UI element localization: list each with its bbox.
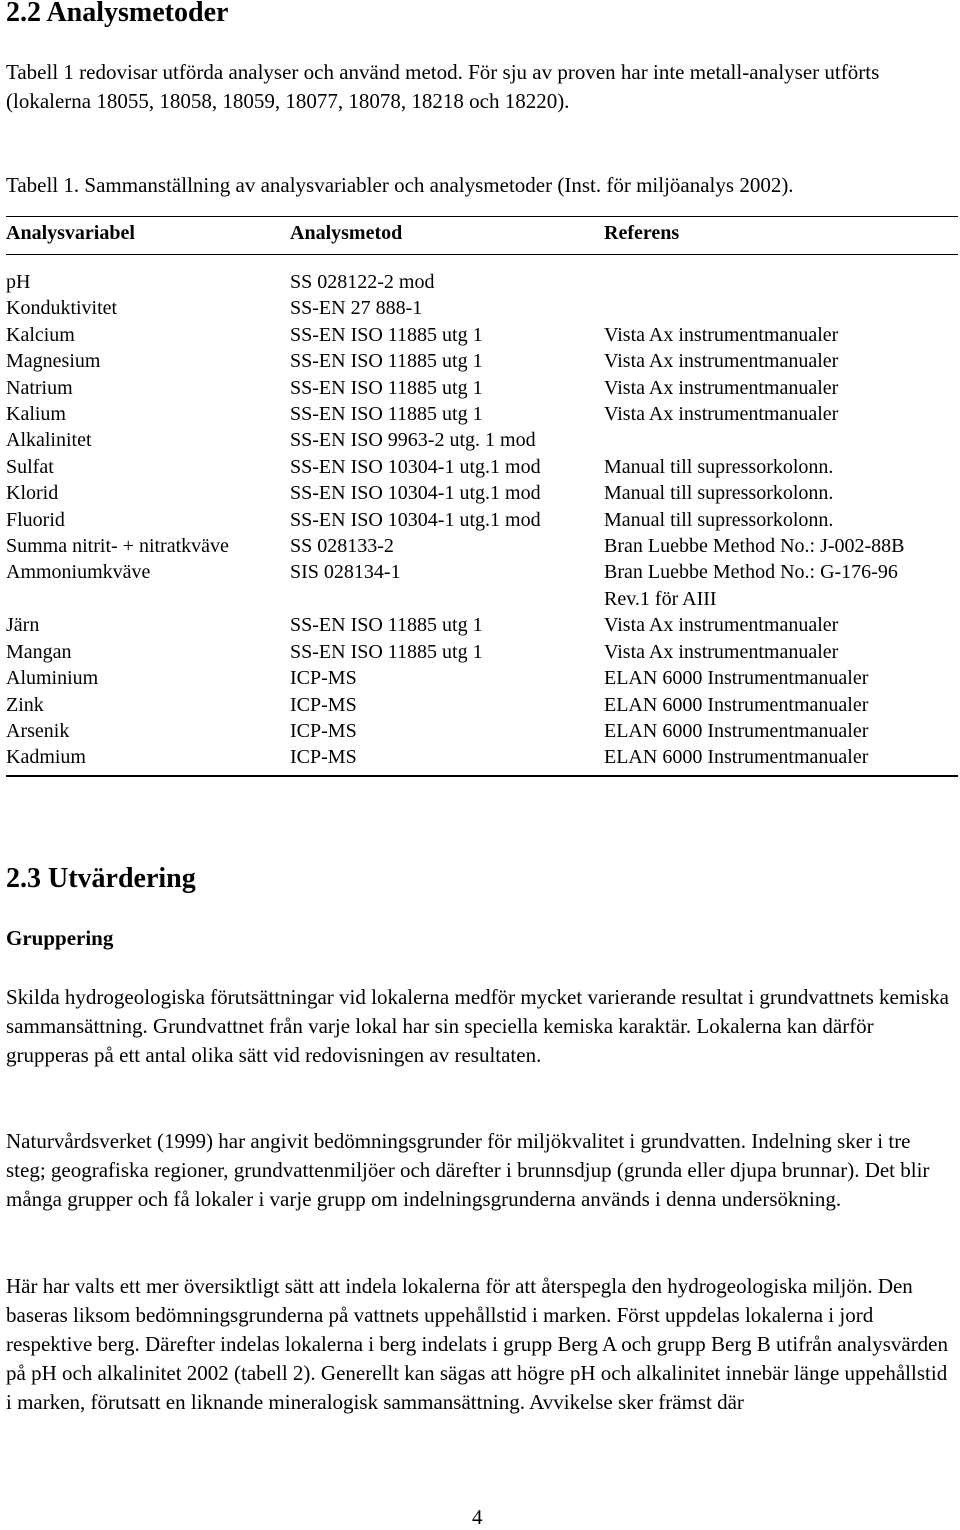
cell-metod: ICP-MS <box>290 719 357 742</box>
cell-variabel: Kalium <box>6 403 66 426</box>
cell-metod: SS-EN 27 888-1 <box>290 297 423 320</box>
cell-variabel: Alkalinitet <box>6 429 92 452</box>
section-heading-analysmetoder: 2.2 Analysmetoder <box>6 0 229 28</box>
table-row <box>6 427 958 453</box>
cell-variabel: Järn <box>6 614 40 637</box>
cell-metod: ICP-MS <box>290 693 357 716</box>
cell-referens: Bran Luebbe Method No.: J-002-88B <box>604 535 905 558</box>
page-number: 4 <box>472 1505 483 1529</box>
table-row <box>6 744 958 775</box>
cell-metod: SS 028122-2 mod <box>290 271 435 293</box>
cell-metod: SS-EN ISO 10304-1 utg.1 mod <box>290 508 541 531</box>
cell-variabel: Ammoniumkväve <box>6 561 151 584</box>
spacer-cell <box>6 255 958 270</box>
cell-referens: Bran Luebbe Method No.: G-176-96 <box>604 561 898 584</box>
cell-metod: SS-EN ISO 11885 utg 1 <box>290 403 483 426</box>
table-row <box>6 480 958 506</box>
cell-metod: ICP-MS <box>290 744 604 775</box>
cell-referens: Vista Ax instrumentmanualer <box>604 640 839 663</box>
cell-referens: Manual till supressorkolonn. <box>604 508 834 531</box>
table-row <box>6 375 958 401</box>
intro-paragraph: Tabell 1 redovisar utförda analyser och använd metod. För sju av proven har inte metall-analyser utförts (lokalerna 18055, 18058, 18059, 18077, 18078, 18218 och 18220). <box>6 60 880 113</box>
cell-variabel: Mangan <box>6 640 72 663</box>
cell-metod: SS-EN ISO 10304-1 utg.1 mod <box>290 455 541 478</box>
cell-referens: Manual till supressorkolonn. <box>604 482 834 505</box>
table-row <box>6 612 958 638</box>
cell-referens <box>604 427 958 453</box>
section-heading-utvardering: 2.3 Utvärdering <box>6 863 196 894</box>
cell-referens: ELAN 6000 Instrumentmanualer <box>604 693 869 716</box>
cell-metod: SS-EN ISO 11885 utg 1 <box>290 640 483 663</box>
table-row <box>6 586 958 612</box>
cell-referens: Vista Ax instrumentmanualer <box>604 614 839 637</box>
cell-metod: SS-EN ISO 11885 utg 1 <box>290 614 483 637</box>
cell-variabel <box>6 586 290 612</box>
table-row <box>6 692 958 718</box>
table-row <box>6 322 958 348</box>
paragraph-1: Skilda hydrogeologiska förutsättningar vid lokalerna medför mycket varierande resultat i grundvattnets kemiska sammansättning. Grundvattnet från varje lokal har sin speciella kemiska karaktär. Lokalerna kan därför grupperas på ett antal olika sätt vid redovisningen av resultaten. <box>6 985 949 1067</box>
table-row <box>6 665 958 691</box>
table-row <box>6 639 958 665</box>
table-row <box>6 269 958 295</box>
cell-referens: Rev.1 för AIII <box>604 587 717 610</box>
cell-variabel: Aluminium <box>6 667 99 690</box>
table-header-row <box>6 217 958 255</box>
cell-referens: Vista Ax instrumentmanualer <box>604 350 839 373</box>
cell-referens <box>604 295 958 321</box>
cell-referens: Vista Ax instrumentmanualer <box>604 323 839 346</box>
cell-metod: ICP-MS <box>290 667 357 690</box>
cell-metod: SS-EN ISO 9963-2 utg. 1 mod <box>290 429 536 452</box>
table-caption: Tabell 1. Sammanställning av analysvariabler och analysmetoder (Inst. för miljöanalys 2002). <box>6 173 794 197</box>
cell-variabel: Summa nitrit- + nitratkväve <box>6 535 229 558</box>
cell-referens: Vista Ax instrumentmanualer <box>604 376 839 399</box>
subheading-gruppering: Gruppering <box>6 926 114 950</box>
header-analysvariabel: Analysvariabel <box>6 217 290 255</box>
cell-metod: SS-EN ISO 11885 utg 1 <box>290 323 483 346</box>
cell-variabel: Natrium <box>6 376 73 399</box>
cell-metod: SIS 028134-1 <box>290 561 401 584</box>
table-row <box>6 295 958 321</box>
paragraph-2: Naturvårdsverket (1999) har angivit bedömningsgrunder för miljökvalitet i grundvatten. Indelning sker i tre steg; geografiska regioner, grundvattenmiljöer och därefter i brunnsdjup (grunda eller djupa brunnar). Det blir många grupper och få lokaler i varje grupp om indelningsgrunderna används i denna undersökning. <box>6 1129 930 1211</box>
cell-variabel: Klorid <box>6 482 59 505</box>
cell-variabel: Kadmium <box>6 744 290 775</box>
analysis-table <box>6 216 958 777</box>
cell-variabel: Sulfat <box>6 455 54 478</box>
cell-referens: ELAN 6000 Instrumentmanualer <box>604 667 869 690</box>
cell-variabel: Arsenik <box>6 719 70 742</box>
cell-metod: SS-EN ISO 10304-1 utg.1 mod <box>290 482 541 505</box>
cell-variabel: Konduktivitet <box>6 297 118 320</box>
table-row <box>6 348 958 374</box>
cell-referens: ELAN 6000 Instrumentmanualer <box>604 744 958 775</box>
cell-referens: ELAN 6000 Instrumentmanualer <box>604 719 869 742</box>
cell-variabel: Zink <box>6 693 44 716</box>
cell-variabel: Magnesium <box>6 350 101 373</box>
cell-metod: SS-EN ISO 11885 utg 1 <box>290 350 483 373</box>
table-body <box>6 255 958 776</box>
table-spacer-row <box>6 255 958 270</box>
table-row <box>6 559 958 585</box>
paragraph-3: Här har valts ett mer översiktligt sätt att indela lokalerna för att återspegla den hydrogeologiska miljön. Den baseras liksom bedömningsgrunderna på vattnets uppehållstid i marken. Först uppdelas lokalerna i jord respektive berg. Därefter indelas lokalerna i berg indelats i grupp Berg A och grupp Berg B utifrån analysvärden på pH och alkalinitet 2002 (tabell 2). Generellt kan sägas att högre pH och alkalinitet innebär länge uppehållstid i marken, förutsatt en liknande mineralogisk sammansättning. Avvikelse sker främst där <box>6 1274 949 1414</box>
cell-variabel: Fluorid <box>6 508 65 531</box>
table-row <box>6 533 958 559</box>
table-row <box>6 454 958 480</box>
cell-referens: Vista Ax instrumentmanualer <box>604 403 839 426</box>
cell-variabel: Kalcium <box>6 323 75 346</box>
table-row <box>6 401 958 427</box>
cell-referens <box>604 269 958 295</box>
cell-metod: SS-EN ISO 11885 utg 1 <box>290 376 483 399</box>
cell-variabel: pH <box>6 271 31 293</box>
header-analysmetod: Analysmetod <box>290 217 604 255</box>
cell-metod <box>290 586 604 612</box>
table-row <box>6 507 958 533</box>
cell-metod: SS 028133-2 <box>290 535 394 558</box>
header-referens: Referens <box>604 217 958 255</box>
table-row <box>6 718 958 744</box>
cell-referens: Manual till supressorkolonn. <box>604 455 834 478</box>
